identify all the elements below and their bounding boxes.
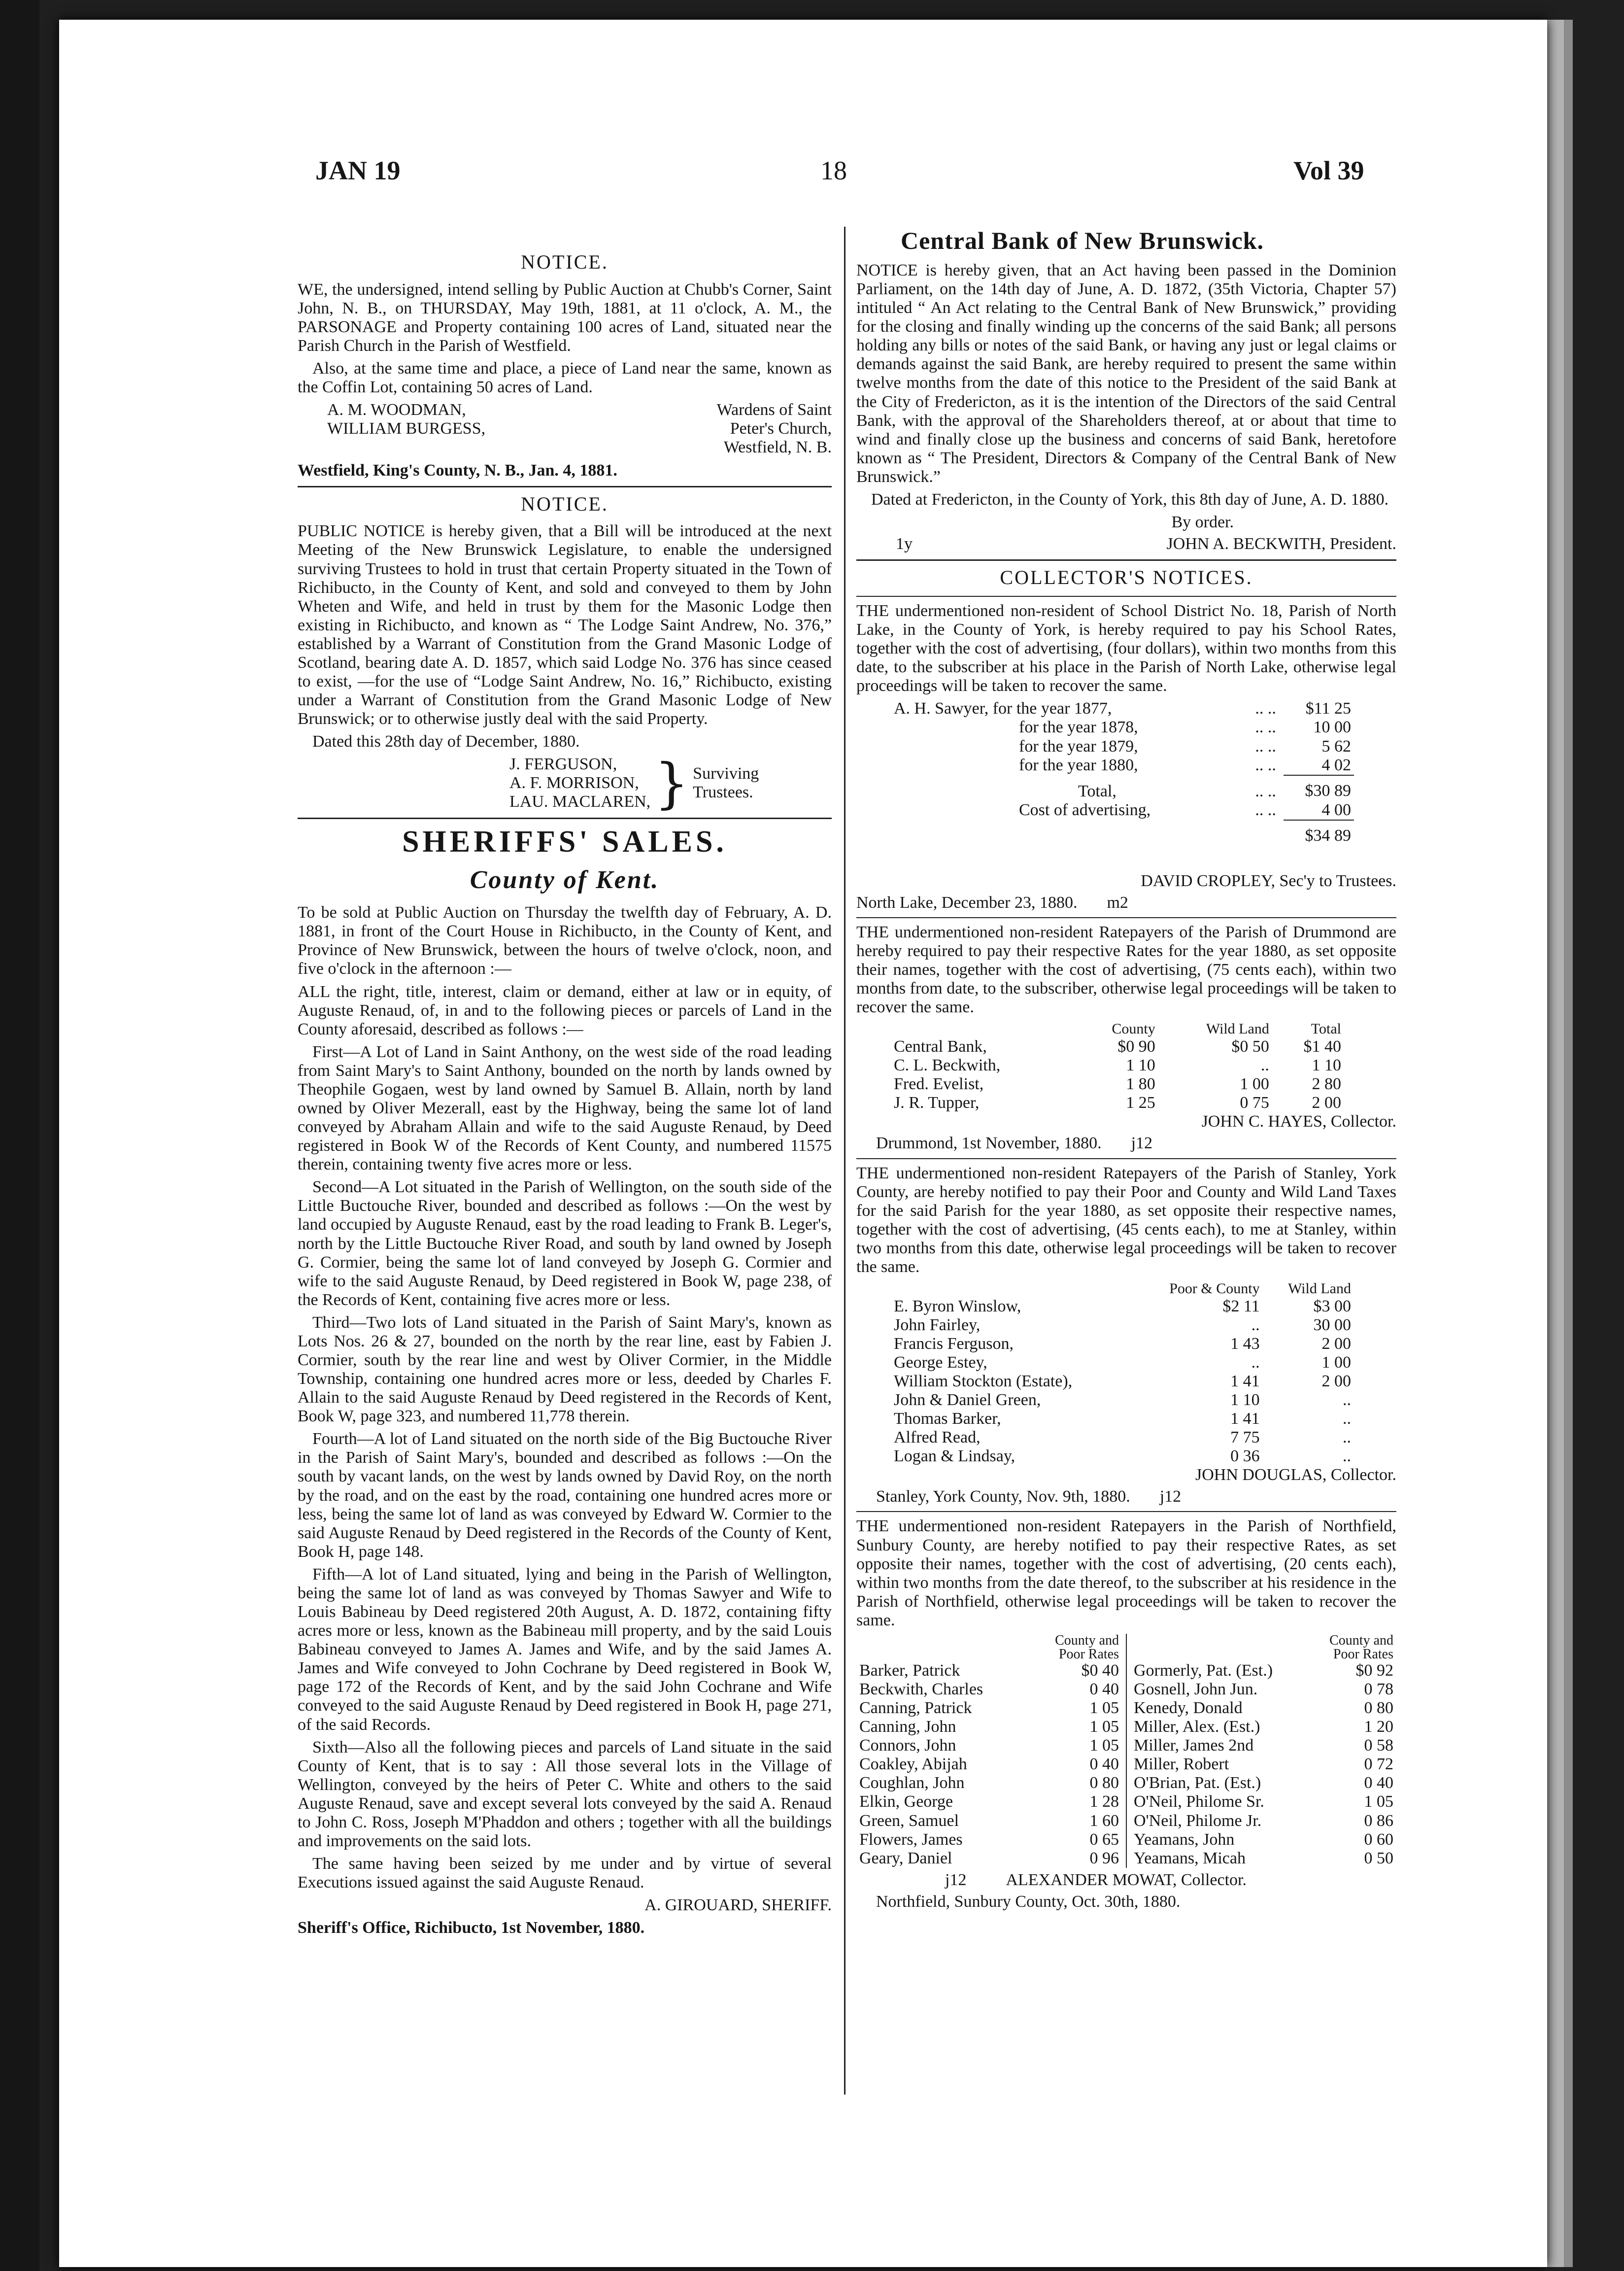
table-cell-amount: 4 02 [1321, 756, 1351, 774]
table-row [891, 1353, 1354, 1372]
stanley-table [891, 1280, 1354, 1466]
northfield-divider [1126, 1634, 1127, 1868]
notice-westfield-role [717, 401, 832, 457]
section-rule [298, 818, 832, 819]
table-row [891, 737, 1354, 756]
table-header-line: Poor Rates [1333, 1646, 1393, 1662]
table-cell-total: 2 00 [1312, 1094, 1341, 1112]
table-cell-amount: $30 89 [1284, 775, 1354, 801]
table-header-row [856, 1634, 1122, 1661]
column-divider [844, 227, 846, 2095]
table-cell-wild-land: .. [1260, 1056, 1269, 1075]
table-cell-county: 1 25 [1126, 1094, 1155, 1112]
table-cell-name: Canning, Patrick [859, 1699, 972, 1718]
table-cell-name: A. H. Sawyer, for the year 1877, [894, 699, 1112, 718]
table-row [856, 1736, 1122, 1755]
table-cell-name: for the year 1878, [1019, 718, 1138, 737]
book-spine [0, 0, 39, 2271]
table-cell-poor-county: .. [1251, 1315, 1260, 1334]
table-header [1310, 1634, 1396, 1661]
table-header-blank [891, 1280, 1135, 1297]
table-row [891, 1037, 1344, 1056]
page-content [59, 20, 1547, 2267]
leader-dots: .. .. [1255, 756, 1276, 775]
table-cell-county: 1 10 [1126, 1056, 1155, 1075]
table-header: Wild Land [1288, 1280, 1351, 1297]
signer-name: J. FERGUSON, [509, 755, 617, 774]
table-cell-name: Cost of advertising, [1019, 801, 1151, 820]
bank-by-order: By order. [1171, 513, 1234, 532]
table-cell-wild-land: 2 00 [1321, 1372, 1351, 1390]
leader-dots: .. .. [1255, 737, 1276, 756]
page-edges [1547, 20, 1564, 2267]
table-row [856, 1830, 1122, 1849]
drummond-signer: JOHN C. HAYES, Collector. [1201, 1112, 1396, 1131]
northfield-signature-row [856, 1871, 1396, 1890]
table-header [1029, 1634, 1122, 1661]
table-cell-name: Elkin, George [859, 1792, 953, 1811]
table-header: County [1112, 1021, 1155, 1037]
drummond-dateline-row [856, 1134, 1396, 1153]
table-cell-poor-county: $2 11 [1222, 1297, 1260, 1315]
table-row [856, 1718, 1122, 1736]
table-cell-amount: 1 05 [1089, 1699, 1119, 1718]
sheriffs-closing: The same having been seized by me under and by virtue of several Executions issued against the said Auguste Renaud. [298, 1855, 832, 1892]
table-cell-name: Barker, Patrick [859, 1661, 960, 1680]
sheriffs-lot: Second—A Lot situated in the Parish of Wellington, on the south side of the Little Buctouche River, bounded and described as follows :—On the west by land occupied by Auguste Renaud, east by the road leading to Frank B. Leger's, north by the Little Buctouche River Road, and south by land owned by Joseph G. Cormier, being the same lot of land conveyed by Joseph G. Cormier and wife to the said Auguste Renaud, by Deed registered in Book W, page 238, of the Records of Kent, containing five acres more or less. [298, 1178, 832, 1309]
table-cell-amount: $11 25 [1305, 699, 1351, 718]
sheriffs-dateline: Sheriff's Office, Richibucto, 1st November, 1880. [298, 1919, 645, 1937]
section-rule [856, 1511, 1396, 1512]
northfield-table-right [1131, 1634, 1396, 1868]
table-cell-amount: 0 60 [1364, 1830, 1393, 1849]
drummond-paragraph: THE undermentioned non-resident Ratepayers of the Parish of Drummond are hereby required to pay their respective Rates for the year 1880, as set opposite their names, together with the cost of advertising, (75 cents each), within two months from date, to the subscriber, otherwise legal proceedings will be taken to recover the same. [856, 923, 1396, 1017]
notice-westfield-signatures [327, 401, 832, 457]
bank-code: 1y [896, 535, 913, 553]
table-row [891, 718, 1354, 737]
notice-westfield-signers [327, 401, 485, 457]
stanley-signer: JOHN DOUGLAS, Collector. [1195, 1466, 1396, 1484]
table-cell-amount: 1 05 [1089, 1718, 1119, 1736]
drummond-table [891, 1021, 1344, 1112]
table-row [1131, 1661, 1396, 1680]
table-cell-amount: 0 65 [1089, 1830, 1119, 1849]
section-rule [856, 1158, 1396, 1159]
table-cell-name: Miller, James 2nd [1134, 1736, 1254, 1755]
table-cell-wild-land: .. [1343, 1410, 1351, 1428]
section-rule [856, 596, 1396, 597]
stanley-dateline-row [856, 1487, 1396, 1506]
table-row [1131, 1774, 1396, 1792]
bank-signature-line [856, 535, 1396, 553]
north-lake-dateline: North Lake, December 23, 1880. [856, 893, 1078, 912]
table-header: Total [1311, 1021, 1341, 1037]
north-lake-table [891, 699, 1354, 845]
table-cell-wild-land: 1 00 [1240, 1075, 1269, 1094]
notice-westfield-paragraph-1: WE, the undersigned, intend selling by Public Auction at Chubb's Corner, Saint John, N. B., on THURSDAY, May 19th, 1881, at 11 o'clock, A. M., the PARSONAGE and Property containing 100 acres of Land, situated near the Parish Church in the Parish of Westfield. [298, 280, 832, 355]
right-column [856, 227, 1396, 1911]
notice-richibucto-signatures [509, 751, 832, 815]
table-row [891, 1391, 1354, 1410]
table-cell-name: Thomas Barker, [894, 1410, 1001, 1428]
table-cell-amount: 10 00 [1313, 718, 1351, 737]
north-lake-dateline-row [856, 894, 1396, 912]
table-row [891, 1410, 1354, 1428]
table-row [891, 775, 1354, 801]
table-cell-amount: 0 86 [1364, 1811, 1393, 1830]
table-row [856, 1661, 1122, 1680]
bank-signer: JOHN A. BECKWITH, President. [1166, 535, 1396, 553]
table-row [1131, 1699, 1396, 1718]
table-row [891, 1316, 1354, 1335]
table-cell-wild-land: .. [1343, 1390, 1351, 1409]
table-header-row [1131, 1634, 1396, 1661]
table-row [891, 1335, 1354, 1353]
table-header-line: County and [1329, 1632, 1393, 1648]
table-cell-amount: 5 62 [1321, 737, 1351, 756]
table-cell-name: O'Neil, Philome Sr. [1134, 1792, 1264, 1811]
bank-notice [856, 227, 1396, 553]
table-row [856, 1755, 1122, 1774]
brace-glyph: } [654, 751, 689, 815]
table-row [1131, 1792, 1396, 1811]
notice-richibucto-role [693, 764, 759, 802]
left-column [298, 251, 832, 1941]
table-cell-amount: 1 20 [1364, 1718, 1393, 1736]
notice-richibucto [298, 492, 832, 815]
header-page-number: 18 [820, 156, 847, 185]
table-row [891, 1297, 1354, 1316]
table-cell-name: John & Daniel Green, [894, 1390, 1041, 1409]
role-line: Wardens of Saint [716, 401, 832, 419]
table-row [1131, 1755, 1396, 1774]
sheriffs-sales [298, 825, 832, 1938]
table-row [891, 699, 1354, 718]
table-cell-name: Gosnell, John Jun. [1134, 1680, 1258, 1698]
table-cell-name: Fred. Evelist, [894, 1075, 984, 1094]
table-row [856, 1680, 1122, 1699]
table-header-row [891, 1280, 1354, 1297]
table-cell-name: Central Bank, [894, 1037, 987, 1056]
table-header-line: County and [1055, 1632, 1119, 1648]
table-cell-name: Logan & Lindsay, [894, 1447, 1015, 1466]
table-row [856, 1849, 1122, 1868]
role-line: Surviving [693, 764, 759, 783]
table-header: Poor & County [1169, 1280, 1260, 1297]
table-cell-wild-land: .. [1343, 1447, 1351, 1466]
table-cell-total: 2 80 [1312, 1075, 1341, 1094]
role-line: Trustees. [693, 783, 753, 802]
table-cell-amount: 1 28 [1089, 1792, 1119, 1811]
table-cell-poor-county: 7 75 [1230, 1428, 1260, 1447]
table-header: Wild Land [1206, 1021, 1269, 1037]
header-volume: Vol 39 [1293, 156, 1364, 185]
northfield-lists [856, 1634, 1396, 1868]
leader-dots: .. .. [1255, 699, 1276, 718]
table-cell-name: O'Brian, Pat. (Est.) [1134, 1774, 1261, 1792]
table-row [891, 1094, 1344, 1112]
notice-richibucto-dated: Dated this 28th day of December, 1880. [312, 732, 580, 751]
table-cell-name: Flowers, James [859, 1830, 963, 1849]
bank-notice-dated: Dated at Fredericton, in the County of York, this 8th day of June, A. D. 1880. [871, 490, 1389, 509]
table-cell-name: Kenedy, Donald [1134, 1699, 1243, 1718]
section-rule [298, 486, 832, 487]
sheriffs-lot: Fifth—A lot of Land situated, lying and being in the Parish of Wellington, being the same lot of land as was conveyed by Thomas Sawyer and Wife to Louis Babineau by Deed registered 20th August, A. D. 1872, containing fifty acres more or less, known as the Babineau mill property, and by the said Louis Babineau conveyed to James A. James and Wife, and by the said James A. James and Wife conveyed to John Cochrane by Deed registered in Book W, page 172 of the Records of Kent, and by the said John Cochrane and Wife conveyed to the said Auguste Renaud by Deed registered in Book H, page 271, of the said Records. [298, 1565, 832, 1734]
table-cell-amount: 1 60 [1089, 1811, 1119, 1830]
table-cell-name: Beckwith, Charles [859, 1680, 983, 1698]
table-cell-county: 1 80 [1126, 1075, 1155, 1094]
table-cell-wild-land: 30 00 [1313, 1315, 1351, 1334]
northfield-dateline: Northfield, Sunbury County, Oct. 30th, 1880. [876, 1892, 1181, 1911]
sheriffs-sales-subtitle: County of Kent. [470, 865, 660, 894]
gazette-page [59, 20, 1547, 2267]
notice-westfield [298, 251, 832, 480]
table-cell-wild-land: 2 00 [1321, 1334, 1351, 1353]
table-row [891, 1447, 1354, 1466]
table-cell-name: C. L. Beckwith, [894, 1056, 1001, 1075]
table-cell-name: for the year 1879, [1019, 737, 1138, 756]
table-cell-wild-land: $0 50 [1231, 1037, 1269, 1056]
table-cell-blank [1248, 820, 1284, 845]
table-cell-name: Alfred Read, [894, 1428, 981, 1447]
sheriffs-lot: First—A Lot of Land in Saint Anthony, on the west side of the road leading from Saint Mary's to Saint Anthony, bounded on the north by lands owned by Theophile Gogaen, west by land owned by Samuel B. Allain, north by land owned by Oliver Mezerall, east by the Highway, being the same lot of land conveyed by Abraham Allain and wife to the said Auguste Renaud, by Deed registered in Book W of the Records of Kent County, and numbered 11575 therein, containing twenty five acres more or less. [298, 1042, 832, 1174]
table-cell-name: Coakley, Abijah [859, 1755, 967, 1774]
stanley-code: j12 [1159, 1487, 1182, 1506]
leader-dots: .. .. [1255, 782, 1276, 800]
table-cell-amount: 1 05 [1364, 1792, 1393, 1811]
north-lake-code: m2 [1107, 893, 1128, 912]
table-cell-name: George Estey, [894, 1353, 987, 1372]
sheriffs-lot: Third—Two lots of Land situated in the Parish of Saint Mary's, known as Lots Nos. 26 & 27, bounded on the north by the rear line, east by Fabien J. Cormier, south by the rear line and west by Oliver Cormier, in the Middle Township, containing one hundred acres more or less, deeded by Charles F. Allain to the said Auguste Renaud by Deed registered in the Records of Kent, Book W, page 323, and numbered 11,778 therein. [298, 1313, 832, 1426]
table-cell-amount: $0 92 [1355, 1661, 1393, 1680]
table-cell-poor-county: 1 41 [1230, 1372, 1260, 1390]
bank-notice-title: Central Bank of New Brunswick. [901, 227, 1264, 254]
notice-westfield-dateline: Westfield, King's County, N. B., Jan. 4, 1881. [298, 461, 617, 480]
sheriffs-lot: Sixth—Also all the following pieces and parcels of Land situate in the said County of Kent, that is to say : All those several lots in the Village of Wellington, conveyed by the heirs of Peter C. White and others to the said Auguste Renaud, save and except several lots conveyed by the said A. Renaud to John C. Ross, Joseph M'Phaddon and others ; together with all the buildings and improvements on the said lots. [298, 1738, 832, 1850]
role-line: Peter's Church, [730, 419, 832, 438]
table-header-blank [1131, 1634, 1310, 1661]
drummond-dateline: Drummond, 1st November, 1880. [876, 1134, 1102, 1153]
sheriffs-lot: Fourth—A lot of Land situated on the north side of the Big Buctouche River in the Parish of Saint Mary's, bounded and described as follows :—On the south by vacant lands, on the west by lands owned by David Roy, on the north by the road, and on the east by the road, containing one hundred acres more or less, being the same lot of land as was conveyed by Edward W. Cormier to the said Auguste Renaud by Deed registered in the Records of the County of Kent, Book H, page 148. [298, 1430, 832, 1561]
table-cell-amount: $34 89 [1284, 820, 1354, 845]
bank-notice-paragraph: NOTICE is hereby given, that an Act having been passed in the Dominion Parliament, on the 14th day of June, A. D. 1872, (35th Victoria, Chapter 57) intituled “ An Act relating to the Central Bank of New Brunswick,” providing for the closing and finally winding up the concerns of the said Bank; all persons holding any bills or notes of the said Bank, or having any just or legal claims or demands against the said Bank, are hereby required to present the same within twelve months from the date of this notice to the President of the said Bank at the City of Fredericton, as it is the intention of the Directors of the said Central Bank, with the approval of the Shareholders thereof, at or about that time to wind and finally close up the business and concerns of said Bank, heretofore known as “ The President, Directors & Company of the Central Bank of New Brunswick.” [856, 261, 1396, 486]
table-cell-amount: 0 80 [1364, 1699, 1393, 1718]
table-cell-amount: 0 72 [1364, 1755, 1393, 1774]
table-cell-name: Gormerly, Pat. (Est.) [1134, 1661, 1273, 1680]
table-cell-amount: 0 80 [1089, 1774, 1119, 1792]
table-cell-name: Canning, John [859, 1718, 956, 1736]
table-cell-amount: 0 78 [1364, 1680, 1393, 1698]
table-header-blank [856, 1634, 1029, 1661]
table-row [891, 756, 1354, 775]
table-cell-amount: 0 40 [1089, 1755, 1119, 1774]
table-cell-poor-county: 0 36 [1230, 1447, 1260, 1466]
table-cell-amount: 0 40 [1364, 1774, 1393, 1792]
sheriffs-signer: A. GIROUARD, SHERIFF. [644, 1896, 832, 1915]
table-cell-name: O'Neil, Philome Jr. [1134, 1811, 1262, 1830]
notice-westfield-title: NOTICE. [521, 251, 609, 273]
table-cell-name: Yeamans, Micah [1134, 1849, 1246, 1867]
collectors-title: COLLECTOR'S NOTICES. [1000, 566, 1253, 589]
table-cell-amount: $0 40 [1081, 1661, 1119, 1680]
north-lake-signer: DAVID CROPLEY, Sec'y to Trustees. [1141, 871, 1396, 890]
table-cell-wild-land: .. [1343, 1428, 1351, 1447]
signer-name: WILLIAM BURGESS, [327, 419, 486, 438]
notice-richibucto-signers [509, 755, 650, 811]
section-rule [856, 917, 1396, 918]
table-cell-amount: 0 40 [1089, 1680, 1119, 1698]
role-line: Westfield, N. B. [723, 438, 832, 457]
notice-richibucto-paragraph: PUBLIC NOTICE is hereby given, that a Bill will be introduced at the next Meeting of the New Brunswick Legislature, to enable the undersigned surviving Trustees to hold in trust that certain Property situated in the Town of Richibucto, in the County of Kent, and sold and conveyed to them by John Wheten and Wife, and held in trust by them for the Masonic Lodge then existing in Richibucto, and known as “ The Lodge Saint Andrew, No. 376,” established by a Warrant of Constitution from the Grand Masonic Lodge of Scotland, bearing date A. D. 1857, which said Lodge No. 376 has since ceased to exist, —for the use of “Lodge Saint Andrew, No. 16,” Richibucto, existing under a Warrant of Constitution from the Grand Masonic Lodge of New Brunswick; or to otherwise justly deal with the said Property. [298, 522, 832, 728]
table-row [891, 820, 1354, 845]
page-edges-dark [1564, 20, 1573, 2267]
table-cell-name: John Fairley, [894, 1315, 981, 1334]
table-cell-name: Coughlan, John [859, 1774, 965, 1792]
table-cell-wild-land: $3 00 [1313, 1297, 1351, 1315]
table-cell-poor-county: 1 41 [1230, 1410, 1260, 1428]
table-row [1131, 1736, 1396, 1755]
northfield-code: j12 [945, 1870, 967, 1889]
table-cell-amount: 0 96 [1089, 1849, 1119, 1867]
table-row [856, 1774, 1122, 1792]
table-row [1131, 1849, 1396, 1868]
table-row [856, 1812, 1122, 1830]
notice-richibucto-title: NOTICE. [521, 492, 609, 515]
header-date: JAN 19 [315, 156, 401, 185]
table-cell-amount: 0 50 [1364, 1849, 1393, 1867]
table-row [856, 1699, 1122, 1718]
table-cell-total: $1 40 [1303, 1037, 1341, 1056]
table-cell-name: Green, Samuel [859, 1811, 959, 1830]
north-lake-paragraph: THE undermentioned non-resident of School District No. 18, Parish of North Lake, in the County of York, is hereby required to pay his School Rates, together with the cost of advertising, (four dollars), within two months from this date, to the subscriber at his place in the Parish of North Lake, otherwise legal proceedings will be taken to recover the same. [856, 601, 1396, 695]
table-cell-county: $0 90 [1117, 1037, 1155, 1056]
table-cell-name: William Stockton (Estate), [894, 1372, 1073, 1390]
table-row [1131, 1718, 1396, 1736]
table-row [1131, 1812, 1396, 1830]
table-cell-name: Total, [1078, 782, 1116, 800]
northfield-paragraph: THE undermentioned non-resident Ratepayers in the Parish of Northfield, Sunbury County, are hereby notified to pay their respective Rates, as set opposite their names, together with the cost of advertising, (20 cents each), within two months from the date thereof, to the subscriber at his residence in the Parish of Northfield, otherwise legal proceedings will be taken to recover the same. [856, 1517, 1396, 1629]
table-row [891, 1075, 1344, 1094]
table-cell-wild-land: 1 00 [1321, 1353, 1351, 1372]
sheriffs-all-text: ALL the right, title, interest, claim or demand, either at law or in equity, of Auguste Renaud, of, in and to the following pieces or parcels of Land in the County aforesaid, described as follows :— [298, 982, 832, 1038]
table-cell-amount: 0 58 [1364, 1736, 1393, 1755]
table-cell-name: E. Byron Winslow, [894, 1297, 1021, 1315]
stanley-dateline: Stanley, York County, Nov. 9th, 1880. [876, 1487, 1130, 1506]
table-header-row [891, 1021, 1344, 1037]
table-cell-name: for the year 1880, [1019, 756, 1138, 775]
leader-dots: .. .. [1255, 801, 1276, 820]
signer-name: LAU. MACLAREN, [509, 792, 651, 811]
collectors-notices [856, 567, 1396, 1911]
table-cell-amount: 1 05 [1089, 1736, 1119, 1755]
table-header-blank [891, 1021, 1077, 1037]
table-row [1131, 1830, 1396, 1849]
table-header-line: Poor Rates [1058, 1646, 1119, 1662]
notice-westfield-paragraph-2: Also, at the same time and place, a piece of Land near the same, known as the Coffin Lot, containing 50 acres of Land. [298, 359, 832, 397]
table-row [856, 1792, 1122, 1811]
signer-name: A. M. WOODMAN, [327, 401, 466, 419]
northfield-signer: ALEXANDER MOWAT, Collector. [1006, 1870, 1247, 1889]
table-cell-name: Geary, Daniel [859, 1849, 952, 1867]
table-cell-poor-county: 1 43 [1230, 1334, 1260, 1353]
table-cell-name: Francis Ferguson, [894, 1334, 1014, 1353]
sheriffs-sales-title: SHERIFFS' SALES. [402, 825, 727, 859]
table-cell-poor-county: 1 10 [1230, 1390, 1260, 1409]
table-cell-total: 1 10 [1312, 1056, 1341, 1075]
table-cell-amount: 4 00 [1321, 800, 1351, 819]
table-row [891, 1056, 1344, 1075]
table-row [891, 801, 1354, 820]
table-cell-name: Connors, John [859, 1736, 956, 1755]
table-row [1131, 1680, 1396, 1699]
sheriffs-intro: To be sold at Public Auction on Thursday the twelfth day of February, A. D. 1881, in front of the Court House in Richibucto, in the County of Kent, and Province of New Brunswick, between the hours of twelve o'clock, noon, and five o'clock in the afternoon :— [298, 903, 832, 978]
section-rule [856, 559, 1396, 561]
table-cell-name: Miller, Alex. (Est.) [1134, 1718, 1260, 1736]
drummond-code: j12 [1131, 1134, 1153, 1153]
signer-name: A. F. MORRISON, [509, 774, 639, 792]
table-cell-name: J. R. Tupper, [894, 1094, 980, 1112]
table-cell-name: Miller, Robert [1134, 1755, 1229, 1774]
table-cell-blank [891, 820, 1248, 845]
table-row [891, 1372, 1354, 1391]
leader-dots: .. .. [1255, 718, 1276, 737]
table-row [891, 1428, 1354, 1447]
northfield-table-left [856, 1634, 1122, 1868]
table-cell-name: Yeamans, John [1134, 1830, 1235, 1849]
table-cell-poor-county: .. [1251, 1353, 1260, 1372]
stanley-paragraph: THE undermentioned non-resident Ratepayers of the Parish of Stanley, York County, are hereby notified to pay their Poor and County and Wild Land Taxes for the said Parish for the year 1880, as set opposite their respective names, together with the cost of advertising, (45 cents each), to me at Stanley, within two months from this date, otherwise legal proceedings will be taken to recover the same. [856, 1164, 1396, 1276]
table-cell-wild-land: 0 75 [1240, 1094, 1269, 1112]
